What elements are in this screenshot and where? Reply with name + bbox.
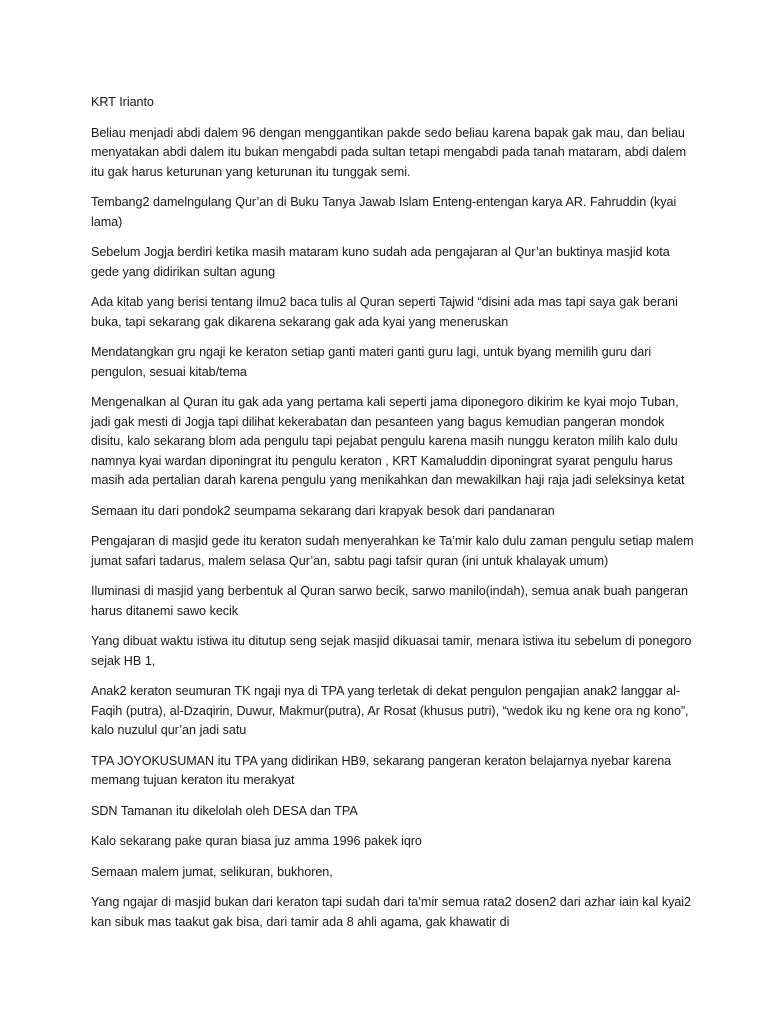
paragraph: Kalo sekarang pake quran biasa juz amma 1996 pakek iqro <box>91 834 422 848</box>
paragraph: Yang dibuat waktu istiwa itu ditutup seng sejak masjid dikuasai tamir, menara istiwa itu sebelum di ponegoro sejak HB 1, <box>91 634 692 668</box>
paragraph: Pengajaran di masjid gede itu keraton sudah menyerahkan ke Ta’mir kalo dulu zaman pengulu setiap malem jumat safari tadarus, malem selasa Qur’an, sabtu pagi tafsir quran (ini untuk khalayak umum) <box>91 534 694 568</box>
paragraph: Mengenalkan al Quran itu gak ada yang pertama kali seperti jama diponegoro dikirim ke kyai mojo Tuban, jadi gak mesti di Jogja tapi dilihat kekerabatan dan pesanteen yang bagus kemudian pangeran mondok disitu, kalo sekarang blom ada pengulu tapi pejabat pengulu karena masih nunggu keraton milih kalo dulu namnya kyai wardan diponingrat itu pengulu keraton , KRT Kamaluddin diponingrat syarat pengulu harus masih ada pertalian darah karena pengulu yang menikahkan dan mewakilkan haji raja jadi seleksinya ketat <box>91 395 685 487</box>
paragraph: Tembang2 damelngulang Qur’an di Buku Tanya Jawab Islam Enteng-entengan karya AR. Fahruddin (kyai lama) <box>91 195 677 229</box>
paragraph: Mendatangkan gru ngaji ke keraton setiap ganti materi ganti guru lagi, untuk byang memilih guru dari pengulon, sesuai kitab/tema <box>91 345 652 379</box>
paragraph: Beliau menjadi abdi dalem 96 dengan menggantikan pakde sedo beliau karena bapak gak mau, dan beliau menyatakan abdi dalem itu bukan mengabdi pada sultan tetapi mengabdi pada tanah mataram, abdi dalem itu gak harus keturunan yang keturunan itu tunggak semi. <box>91 125 687 179</box>
paragraph: Iluminasi di masjid yang berbentuk al Quran sarwo becik, sarwo manilo(indah), semua anak buah pangeran harus ditanemi sawo kecik <box>91 584 688 618</box>
paragraph: Anak2 keraton seumuran TK ngaji nya di TPA yang terletak di dekat pengulon pengajian anak2 langgar al-Faqih (putra), al-Dzaqirin, Duwur, Makmur(putra), Ar Rosat (khusus putri), “wedok iku ng kene ora ng kono”, kalo nuzulul qur’an jadi satu <box>91 684 689 737</box>
paragraph: Yang ngajar di masjid bukan dari keraton tapi sudah dari ta’mir semua rata2 dosen2 dari azhar iain kal kyai2 kan sibuk mas taakut gak bisa, dari tamir ada 8 ahli agama, gak khawatir di <box>91 895 692 929</box>
paragraph: Semaan malem jumat, selikuran, bukhoren, <box>91 864 333 879</box>
paragraph: Semaan itu dari pondok2 seumpama sekarang dari krapyak besok dari pandanaran <box>91 503 555 518</box>
paragraph: Ada kitab yang berisi tentang ilmu2 baca tulis al Quran seperti Tajwid “disini ada mas tapi saya gak berani buka, tapi sekarang gak dikarena sekarang gak ada kyai yang meneruskan <box>91 295 678 329</box>
paragraph: TPA JOYOKUSUMAN itu TPA yang didirikan HB9, sekarang pangeran keraton belajarnya nyebar karena memang tujuan keraton itu merakyat <box>91 753 672 787</box>
paragraph: SDN Tamanan itu dikelolah oleh DESA dan TPA <box>91 803 358 818</box>
document-title: KRT Irianto <box>91 95 154 109</box>
paragraph: Sebelum Jogja berdiri ketika masih mataram kuno sudah ada pengajaran al Qur’an buktinya masjid kota gede yang didirikan sultan agung <box>91 245 670 279</box>
